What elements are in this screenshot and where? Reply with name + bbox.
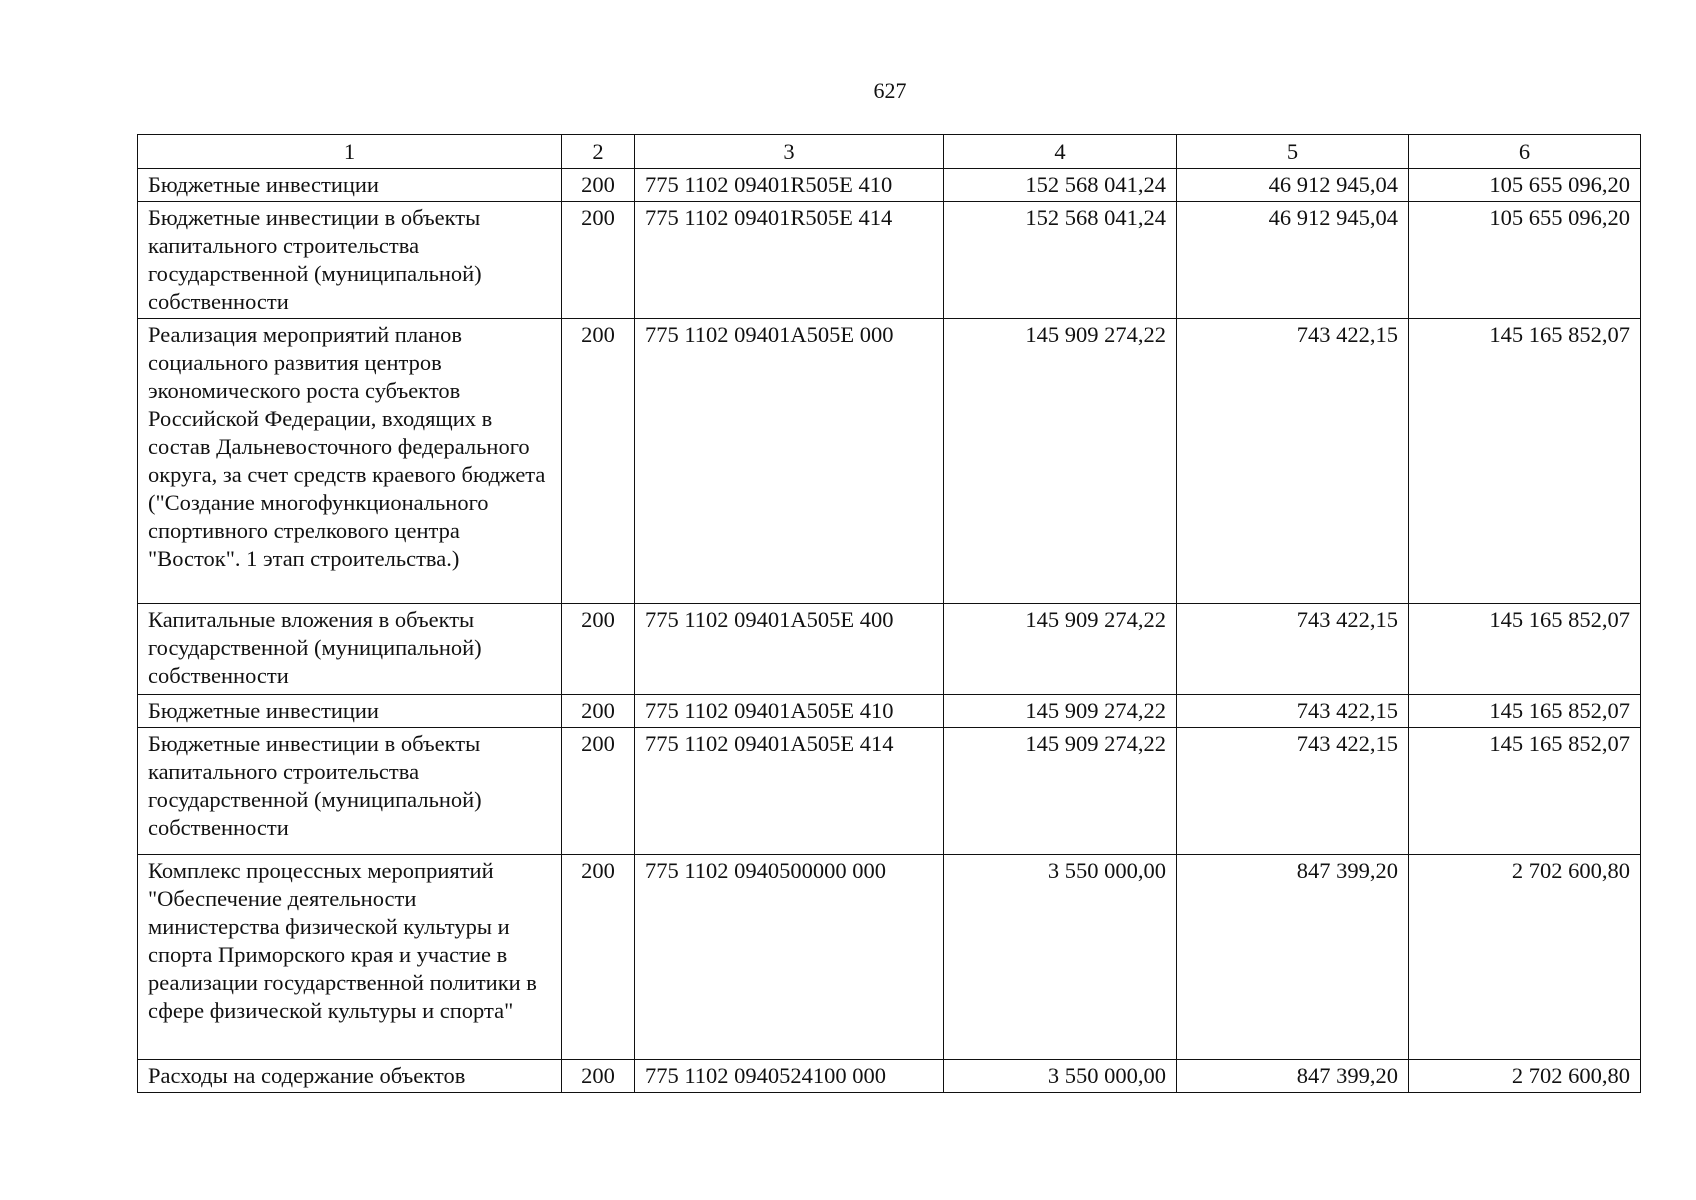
table-row bbox=[138, 695, 1641, 728]
budget-table bbox=[137, 134, 1641, 1093]
row-code: 775 1102 0940524100 000 bbox=[635, 1060, 944, 1093]
row-name: Капитальные вложения в объекты государственной (муниципальной) собственности bbox=[138, 604, 562, 695]
row-name: Расходы на содержание объектов bbox=[138, 1060, 562, 1093]
row-value-5: 743 422,15 bbox=[1177, 728, 1409, 855]
row-value-4: 3 550 000,00 bbox=[944, 1060, 1177, 1093]
row-value-6: 105 655 096,20 bbox=[1409, 169, 1641, 202]
row-value-5: 46 912 945,04 bbox=[1177, 202, 1409, 319]
page-number: 627 bbox=[873, 78, 907, 103]
row-value-5: 743 422,15 bbox=[1177, 319, 1409, 604]
row-code: 775 1102 09401A505E 410 bbox=[635, 695, 944, 728]
table-row bbox=[138, 855, 1641, 1060]
row-code: 775 1102 09401A505E 000 bbox=[635, 319, 944, 604]
table-row bbox=[138, 1060, 1641, 1093]
table-row bbox=[138, 728, 1641, 855]
column-header: 5 bbox=[1177, 135, 1409, 169]
row-value-4: 145 909 274,22 bbox=[944, 728, 1177, 855]
row-code: 775 1102 09401A505E 400 bbox=[635, 604, 944, 695]
column-header: 3 bbox=[635, 135, 944, 169]
row-col2: 200 bbox=[562, 695, 635, 728]
row-name: Бюджетные инвестиции в объекты капитального строительства государственной (муниципальной) собственности bbox=[138, 202, 562, 319]
table-row bbox=[138, 169, 1641, 202]
row-value-4: 152 568 041,24 bbox=[944, 202, 1177, 319]
table-row bbox=[138, 202, 1641, 319]
row-value-6: 2 702 600,80 bbox=[1409, 1060, 1641, 1093]
row-value-4: 152 568 041,24 bbox=[944, 169, 1177, 202]
header-row bbox=[138, 135, 1641, 169]
row-code: 775 1102 09401A505E 414 bbox=[635, 728, 944, 855]
column-header: 6 bbox=[1409, 135, 1641, 169]
row-col2: 200 bbox=[562, 319, 635, 604]
row-value-6: 145 165 852,07 bbox=[1409, 319, 1641, 604]
row-value-5: 743 422,15 bbox=[1177, 604, 1409, 695]
row-value-4: 3 550 000,00 bbox=[944, 855, 1177, 1060]
row-col2: 200 bbox=[562, 202, 635, 319]
row-code: 775 1102 0940500000 000 bbox=[635, 855, 944, 1060]
row-name: Комплекс процессных мероприятий "Обеспечение деятельности министерства физической культуры и спорта Приморского края и участие в реализации государственной политики в сфере физической культуры и спорта" bbox=[138, 855, 562, 1060]
row-value-5: 46 912 945,04 bbox=[1177, 169, 1409, 202]
row-col2: 200 bbox=[562, 604, 635, 695]
row-value-4: 145 909 274,22 bbox=[944, 604, 1177, 695]
row-col2: 200 bbox=[562, 169, 635, 202]
row-value-6: 105 655 096,20 bbox=[1409, 202, 1641, 319]
column-header: 4 bbox=[944, 135, 1177, 169]
table-row bbox=[138, 319, 1641, 604]
row-name: Бюджетные инвестиции bbox=[138, 169, 562, 202]
row-name: Бюджетные инвестиции в объекты капитального строительства государственной (муниципальной) собственности bbox=[138, 728, 562, 855]
row-code: 775 1102 09401R505E 410 bbox=[635, 169, 944, 202]
row-value-6: 145 165 852,07 bbox=[1409, 728, 1641, 855]
row-value-5: 847 399,20 bbox=[1177, 855, 1409, 1060]
row-value-6: 2 702 600,80 bbox=[1409, 855, 1641, 1060]
row-code: 775 1102 09401R505E 414 bbox=[635, 202, 944, 319]
row-value-5: 847 399,20 bbox=[1177, 1060, 1409, 1093]
row-value-6: 145 165 852,07 bbox=[1409, 604, 1641, 695]
row-col2: 200 bbox=[562, 1060, 635, 1093]
row-name: Реализация мероприятий планов социального развития центров экономического роста субъектов Российской Федерации, входящих в состав Дальневосточного федерального округа, за счет средств краевого бюджета ("Создание многофункционального спортивного стрелкового центра "Восток". 1 этап строительства.) bbox=[138, 319, 562, 604]
row-value-4: 145 909 274,22 bbox=[944, 695, 1177, 728]
row-value-4: 145 909 274,22 bbox=[944, 319, 1177, 604]
column-header: 1 bbox=[138, 135, 562, 169]
row-name: Бюджетные инвестиции bbox=[138, 695, 562, 728]
row-col2: 200 bbox=[562, 728, 635, 855]
row-value-6: 145 165 852,07 bbox=[1409, 695, 1641, 728]
table-row bbox=[138, 604, 1641, 695]
column-header: 2 bbox=[562, 135, 635, 169]
row-value-5: 743 422,15 bbox=[1177, 695, 1409, 728]
row-col2: 200 bbox=[562, 855, 635, 1060]
